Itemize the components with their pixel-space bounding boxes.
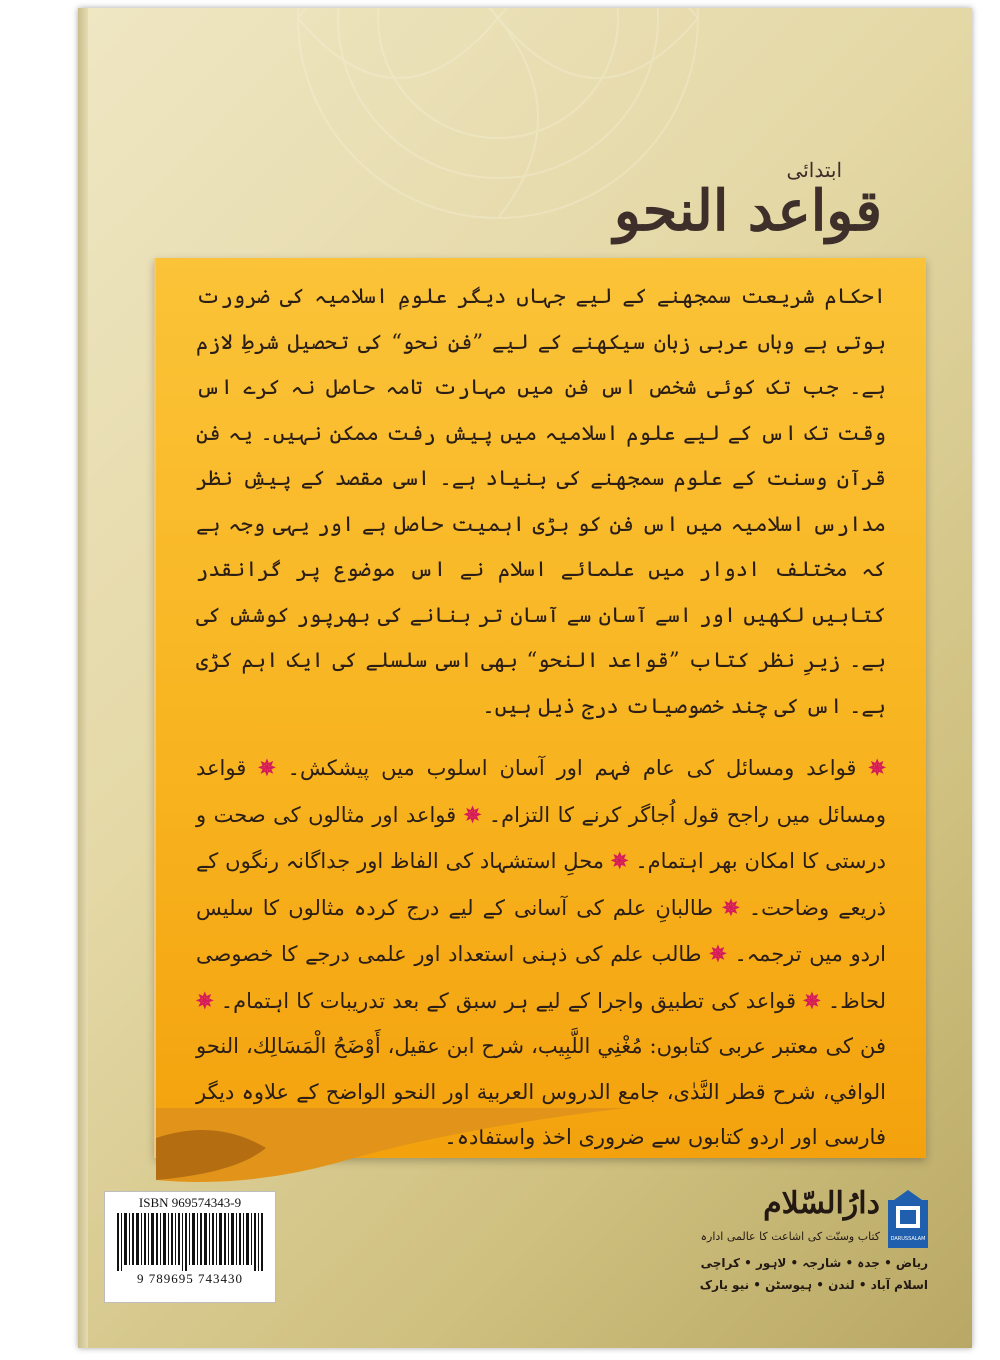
publisher-name: دارُالسّلام [763,1186,880,1221]
scroll-curl-decoration [156,1108,626,1188]
star-icon: ✵ [709,941,727,966]
feature-item: فن کی معتبر عربی کتابوں: مُغْنِي اللَّبِيب، شرح ابن عقیل، أَوْضَحُ الْمَسَالِك، النحو الوافي، شرح قطر النَّدٰی، جامع الدروس العربية اور النحو الواضح کے علاوہ دیگر فارسی اور اردو کتابوں سے ضروری اخذ واستفادہ۔ [196,1034,886,1149]
feature-item: محلِ استشہاد کی الفاظ اور جداگانہ رنگوں کے ذریعے وضاحت۔ [196,849,886,920]
star-icon: ✵ [463,801,482,827]
feature-item: قواعد کی تطبیق واجرا کے لیے ہر سبق کے بعد تدریبات کا اہتمام۔ [220,988,796,1013]
star-icon: ✵ [722,894,740,920]
barcode-bars [115,1213,265,1271]
barcode-digits: 9 789695 743430 [137,1271,243,1286]
book-title: قواعد النحو [613,178,882,244]
isbn-barcode [104,1191,276,1303]
isbn-label: ISBN 969574343-9 [138,1195,242,1210]
intro-paragraph: احکام شریعت سمجھنے کے لیے جہاں دیگر علومِ اسلامیہ کی ضرورت ہوتی ہے وہاں عربی زبان سیکھنے کے لیے ”فنِ نحو“ کی تحصیل شرطِ لازم ہے۔ جب تک کوئی شخص اس فن میں مہارت تامہ حاصل نہ کرے اس وقت تک اس کے لیے علوم اسلامیہ میں پیش رفت ممکن نہیں۔ یہ فن قرآن وسنت کے علوم سمجھنے کی بنیاد ہے۔ اسی مقصد کے پیشِ نظر مدارس اسلامیہ میں اس فن کو بڑی اہمیت حاصل ہے اور یہی وجہ ہے کہ مختلف ادوار میں علمائے اسلام نے اس موضوع پر گرانقدر کتابیں لکھیں اور اسے آسان سے آسان تر بنانے کی بھرپور کوشش کی ہے۔ زیرِ نظر کتاب ”قواعد النحو“ بھی اسی سلسلے کی ایک اہم کڑی ہے۔ اس کی چند خصوصیات درج ذیل ہیں۔ [196,284,886,718]
feature-item: قواعد ومسائل میں راجح قول اُجاگر کرنے کا التزام۔ [196,756,886,827]
description-text [196,274,886,1177]
star-icon: ✵ [868,755,886,780]
features-paragraph [196,745,886,1161]
feature-item: قواعد ومسائل کی عام فہم اور آسان اسلوب میں پیشکش۔ [287,756,857,780]
darussalam-logo-icon [888,1190,928,1248]
publisher-tagline: کتاب وسنّت کی اشاعت کا عالمی ادارہ [700,1230,880,1243]
logo-text: DARUSSALAM [890,1236,926,1242]
description-scroll-panel [154,258,926,1158]
star-icon: ✵ [610,848,629,873]
feature-item: طالب علم کی ذہنی استعداد اور علمی درجے کا خصوصی لحاظ۔ [196,942,886,1013]
publisher-cities-line1: ریاض • جدہ • شارجہ • لاہور • کراچی [700,1256,928,1270]
book-back-cover [78,8,972,1348]
book-title-block [613,158,882,244]
star-icon: ✵ [258,755,276,780]
feature-item: طالبانِ علم کی آسانی کے لیے درج کردہ مثالوں کا سلیس اردو میں ترجمہ۔ [196,895,886,966]
star-icon: ✵ [803,987,821,1013]
publisher-cities-line2: اسلام آباد • لندن • ہیوسٹن • نیو یارک [699,1278,928,1292]
book-subtitle: ابتدائی [786,158,842,182]
feature-item: قواعد اور مثالوں کی صحت و درستی کا امکان بھر اہتمام۔ [196,802,887,873]
star-icon: ✵ [196,987,214,1013]
book-spine [78,8,88,1348]
